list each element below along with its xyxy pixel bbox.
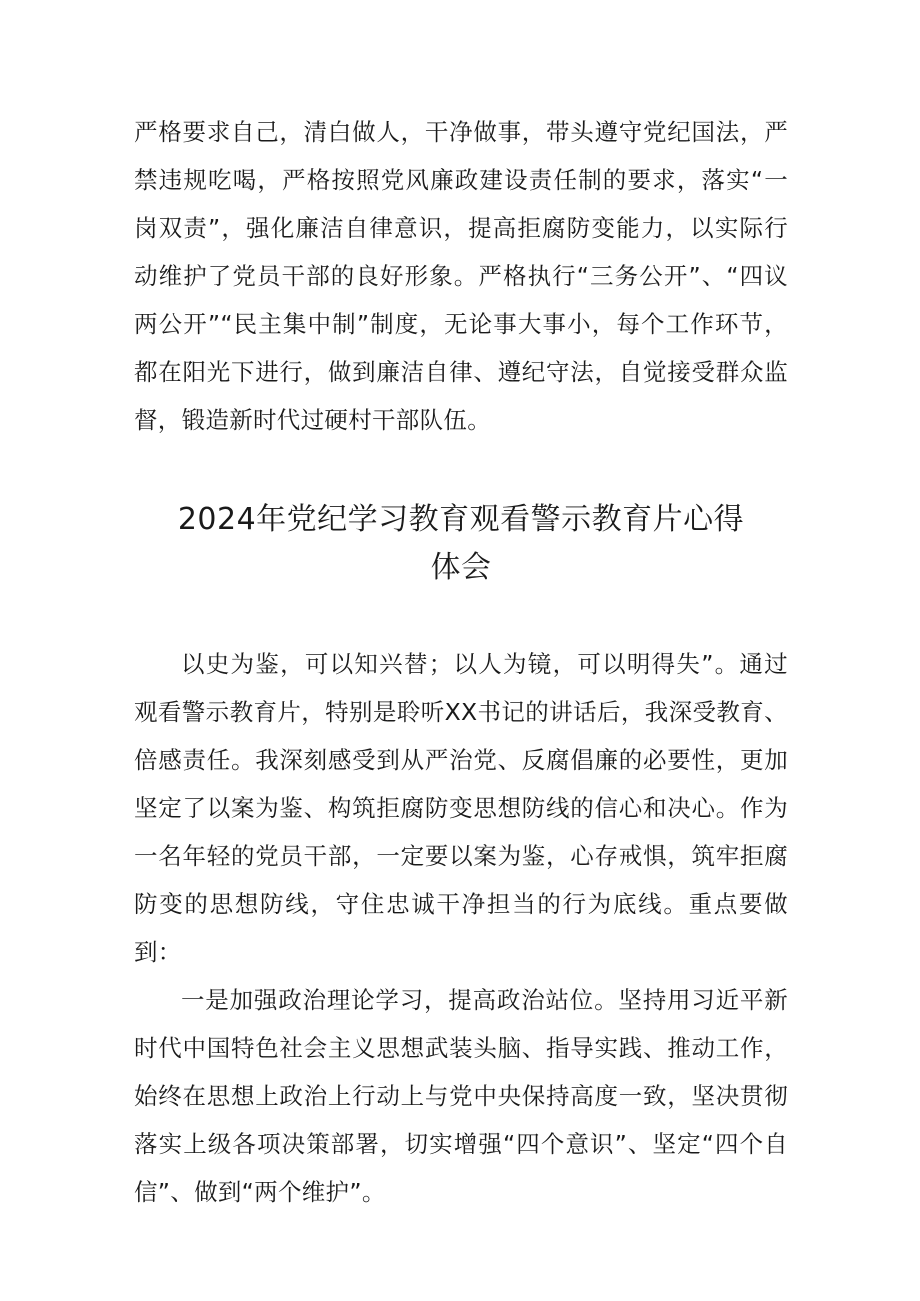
document-title [134, 496, 788, 592]
paragraph-2: 一是加强政治理论学习，提高政治站位。坚持用习近平新时代中国特色社会主义思想武装头脑、指导实践、推动工作，始终在思想上政治上行动上与党中央保持高度一致，坚决贯彻落实上级各项决策部署，切实增强“四个意识”、坚定“四个自信”、做到“两个维护”。 [134, 986, 788, 1206]
article-body [134, 640, 788, 1216]
title-line-1: 2024年党纪学习教育观看警示教育片心得 [177, 502, 745, 537]
intro-paragraph: 严格要求自己，清白做人，干净做事，带头遵守党纪国法，严禁违规吃喝，严格按照党风廉政建设责任制的要求，落实“一岗双责”，强化廉洁自律意识，提高拒腐防变能力，以实际行动维护了党员干部的良好形象。严格执行“三务公开”、“四议两公开”“民主集中制”制度，无论事大事小，每个工作环节，都在阳光下进行，做到廉洁自律、遵纪守法，自觉接受群众监督，锻造新时代过硬村干部队伍。 [134, 118, 788, 434]
paragraph-1: 以史为鉴，可以知兴替；以人为镜，可以明得失”。通过观看警示教育片，特别是聆听XX书记的讲话后，我深受教育、倍感责任。我深刻感受到从严治党、反腐倡廉的必要性，更加坚定了以案为鉴、构筑拒腐防变思想防线的信心和决心。作为一名年轻的党员干部，一定要以案为鉴，心存戒惧，筑牢拒腐防变的思想防线，守住忠诚干净担当的行为底线。重点要做到： [134, 650, 788, 966]
title-line-2: 体会 [430, 550, 492, 585]
